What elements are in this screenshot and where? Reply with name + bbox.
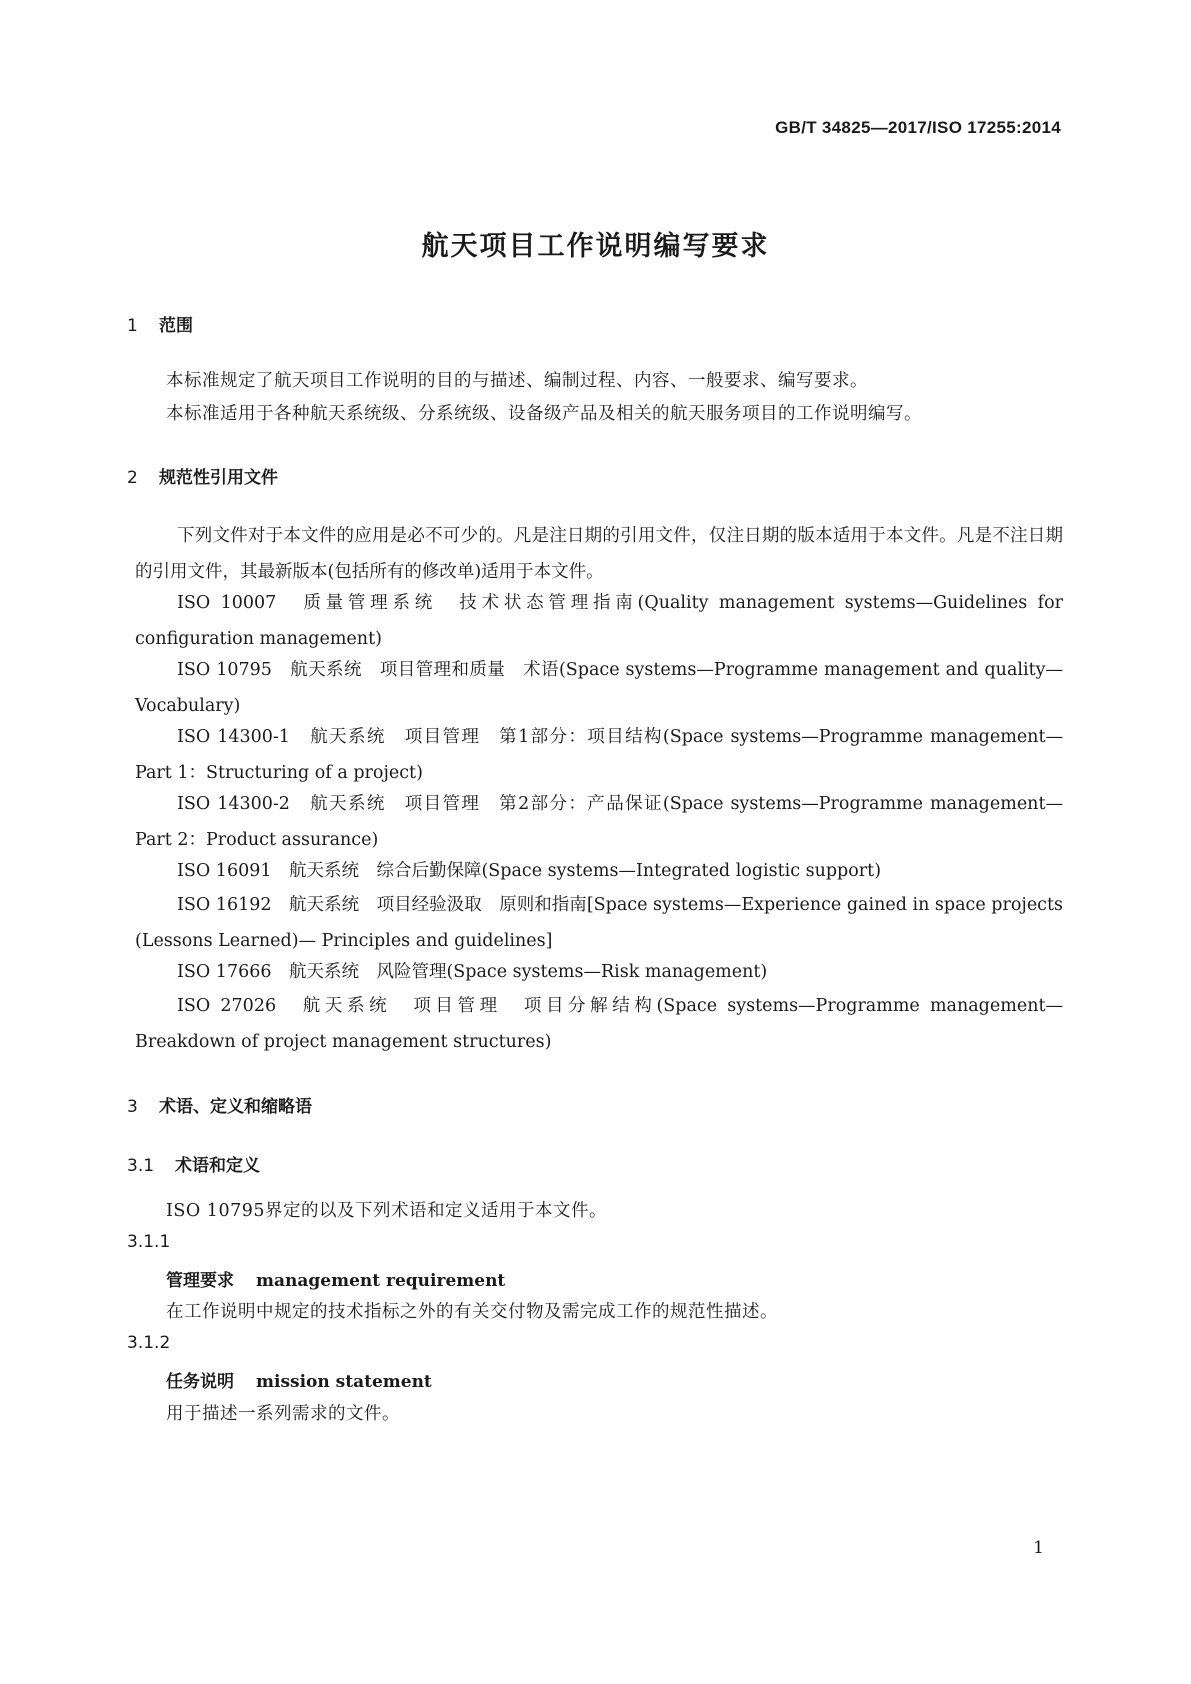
reference-text: ISO 16091 航天系统 综合后勤保障(Space systems—Integrated logistic support): [177, 861, 882, 881]
reference-text: ISO 10007 质量管理系统 技术状态管理指南(Quality management systems—Guidelines for configuration management): [135, 593, 1063, 649]
term-en: management requirement: [256, 1271, 506, 1291]
reference-entry: [135, 853, 1063, 889]
reference-text: ISO 10795 航天系统 项目管理和质量 术语(Space systems—Programme management and quality—Vocabulary): [135, 660, 1063, 716]
reference-text: ISO 16192 航天系统 项目经验汲取 原则和指南[Space systems—Experience gained in space projects (Lessons Learned)— Principles and guidelines]: [135, 895, 1063, 951]
subsection-3-1-heading: [127, 1151, 260, 1176]
section-2-heading: [127, 463, 278, 488]
section-title: 规范性引用文件: [159, 468, 278, 488]
subsection-title: 术语和定义: [175, 1156, 260, 1176]
term-definition: 在工作说明中规定的技术指标之外的有关交付物及需完成工作的规范性描述。: [166, 1302, 778, 1322]
section-number: 2: [127, 468, 138, 488]
term-number: 3.1.2: [127, 1333, 171, 1353]
reference-text: ISO 17666 航天系统 风险管理(Space systems—Risk management): [177, 962, 768, 982]
section-title: 范围: [159, 316, 193, 336]
paragraph: 本标准适用于各种航天系统级、分系统级、设备级产品及相关的航天服务项目的工作说明编写。: [166, 404, 922, 424]
reference-entry: [135, 954, 1063, 990]
term-entry: [166, 1266, 505, 1291]
document-title: 航天项目工作说明编写要求: [421, 231, 770, 262]
reference-text: ISO 14300-2 航天系统 项目管理 第2部分：产品保证(Space systems—Programme management—Part 2：Product assurance): [135, 794, 1063, 850]
reference-text: ISO 27026 航天系统 项目管理 项目分解结构(Space systems—Programme management—Breakdown of project management structures): [135, 996, 1063, 1052]
paragraph: 下列文件对于本文件的应用是必不可少的。凡是注日期的引用文件，仅注日期的版本适用于本文件。凡是不注日期的引用文件，其最新版本(包括所有的修改单)适用于本文件。: [135, 526, 1063, 582]
term-number: 3.1.1: [127, 1232, 171, 1252]
normative-references-intro: [135, 518, 1063, 590]
term-zh: 管理要求: [166, 1271, 234, 1291]
reference-entry: [135, 887, 1063, 959]
section-1-heading: [127, 311, 193, 336]
reference-entry: [135, 585, 1063, 657]
reference-entry: [135, 988, 1063, 1060]
page-number: 1: [1033, 1538, 1044, 1558]
term-entry: [166, 1367, 432, 1392]
standard-code: GB/T 34825—2017/ISO 17255:2014: [775, 118, 1061, 137]
term-zh: 任务说明: [166, 1372, 234, 1392]
term-en: mission statement: [256, 1372, 432, 1392]
reference-entry: [135, 652, 1063, 724]
reference-text: ISO 14300-1 航天系统 项目管理 第1部分：项目结构(Space systems—Programme management—Part 1：Structuring of a project): [135, 727, 1063, 783]
section-number: 3: [127, 1097, 138, 1117]
section-3-heading: [127, 1092, 312, 1117]
paragraph: ISO 10795界定的以及下列术语和定义适用于本文件。: [166, 1201, 607, 1221]
term-definition: 用于描述一系列需求的文件。: [166, 1404, 400, 1424]
reference-entry: [135, 786, 1063, 858]
reference-entry: [135, 719, 1063, 791]
paragraph: 本标准规定了航天项目工作说明的目的与描述、编制过程、内容、一般要求、编写要求。: [166, 371, 868, 391]
subsection-number: 3.1: [127, 1156, 155, 1176]
section-title: 术语、定义和缩略语: [159, 1097, 312, 1117]
section-number: 1: [127, 316, 138, 336]
